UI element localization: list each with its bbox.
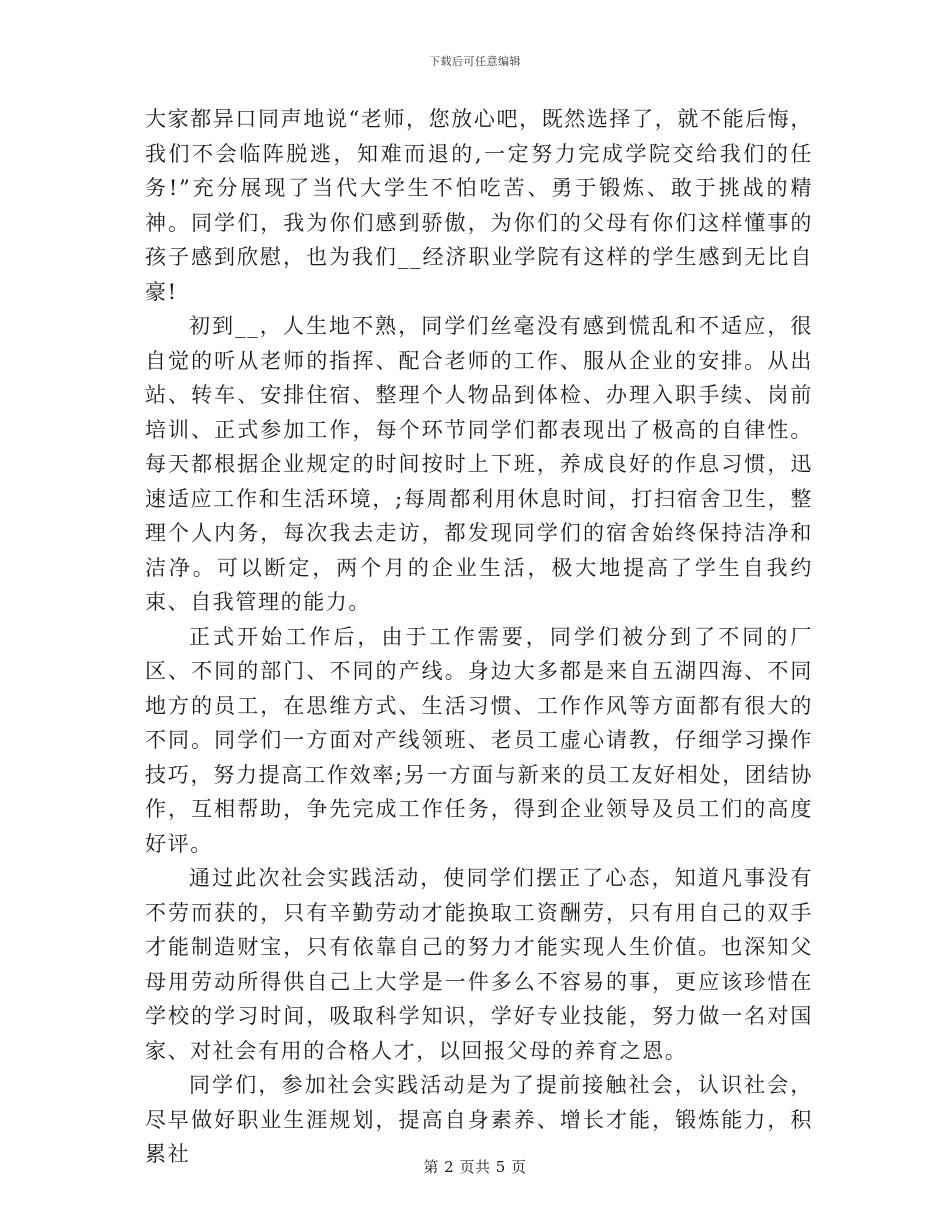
paragraph-3: 正式开始工作后，由于工作需要，同学们被分到了不同的厂区、不同的部门、不同的产线。身边大多都是来自五湖四海、不同地方的员工，在思维方式、生活习惯、工作作风等方面都有很大的不同。同学们一方面对产线领班、老员工虚心请教，仔细学习操作技巧，努力提高工作效率;另一方面与新来的员工友好相处，团结协作，互相帮助，争先完成工作任务，得到企业领导及员工们的高度好评。 (145, 624, 813, 856)
paragraph-5: 同学们，参加社会实践活动是为了提前接触社会，认识社会，尽早做好职业生涯规划，提高自身素养、增长才能，锻炼能力，积累社 (145, 1073, 813, 1166)
paragraph-4: 通过此次社会实践活动，使同学们摆正了心态，知道凡事没有不劳而获的，只有辛勤劳动才能换取工资酬劳，只有用自己的双手才能制造财宝，只有依靠自己的努力才能实现人生价值。也深知父母用劳动所得供自己上大学是一件多么不容易的事，更应该珍惜在学校的学习时间，吸取科学知识，学好专业技能，努力做一名对国家、对社会有用的合格人才，以回报父母的养育之恩。 (145, 866, 813, 1063)
paragraph-2: 初到__，人生地不熟，同学们丝毫没有感到慌乱和不适应，很自觉的听从老师的指挥、配合老师的工作、服从企业的安排。从出站、转车、安排住宿、整理个人物品到体检、办理入职手续、岗前培训、正式参加工作，每个环节同学们都表现出了极高的自律性。每天都根据企业规定的时间按时上下班，养成良好的作息习惯，迅速适应工作和生活环境，;每周都利用休息时间，打扫宿舍卫生，整理个人内务，每次我去走访，都发现同学们的宿舍始终保持洁净和洁净。可以断定，两个月的企业生活，极大地提高了学生自我约束、自我管理的能力。 (145, 314, 813, 614)
page-number: 第 2 页共 5 页 (423, 1158, 527, 1176)
document-body (145, 102, 813, 1172)
page-header-note: 下载后可任意编辑 (429, 55, 521, 68)
paragraph-1: 大家都异口同声地说“老师，您放心吧，既然选择了，就不能后悔，我们不会临阵脱逃，知难而退的,一定努力完成学院交给我们的任务!”充分展现了当代大学生不怕吃苦、勇于锻炼、敢于挑战的精神。同学们，我为你们感到骄傲，为你们的父母有你们这样懂事的孩子感到欣慰，也为我们__经济职业学院有这样的学生感到无比自豪! (145, 107, 813, 304)
